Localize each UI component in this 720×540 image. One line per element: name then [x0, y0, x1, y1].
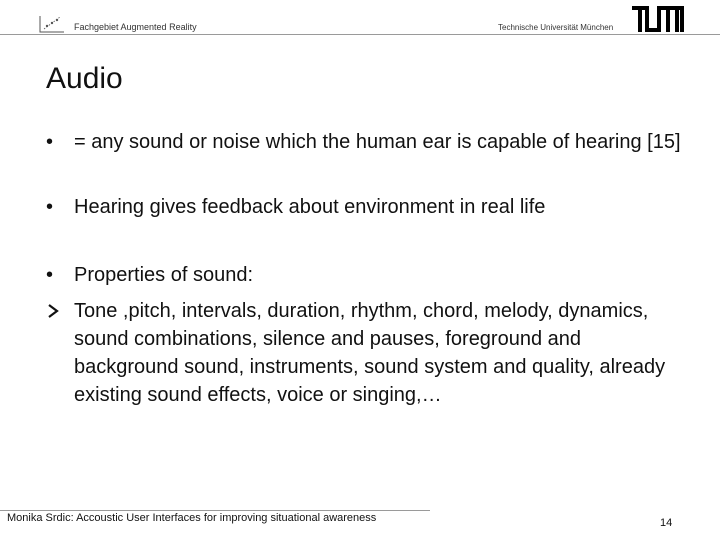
bullet-marker: •: [46, 131, 54, 153]
footer-divider: [0, 510, 430, 511]
university-label: Technische Universität München: [498, 23, 614, 32]
augmented-reality-logo-icon: [38, 12, 66, 34]
bullet-text: Properties of sound:: [74, 264, 253, 286]
arrow-bullet-icon: [46, 297, 66, 318]
footer-text: Monika Srdic: Accoustic User Interfaces for improving situational awareness: [7, 512, 377, 524]
tum-logo-icon: [632, 6, 684, 32]
department-label: Fachgebiet Augmented Reality: [74, 22, 197, 32]
sub-bullet-item: [46, 297, 686, 409]
slide-header: [0, 0, 720, 40]
slide-title: Audio: [46, 62, 123, 95]
bullet-marker: •: [46, 264, 54, 286]
bullet-item: [46, 193, 686, 221]
page-number: 14: [660, 517, 673, 529]
bullet-text: Tone ,pitch, intervals, duration, rhythm, chord, melody, dynamics, sound combinations, silence and pauses, foreground and background sound, instruments, sound system and quality, already existing sound effects, voice or singing,…: [74, 300, 666, 406]
header-divider: [0, 34, 720, 35]
bullet-item: [46, 128, 686, 156]
bullet-text: = any sound or noise which the human ear is capable of hearing [15]: [74, 131, 681, 153]
bullet-text: Hearing gives feedback about environment in real life: [74, 196, 546, 218]
bullet-marker: •: [46, 196, 54, 218]
bullet-item: [46, 261, 686, 289]
